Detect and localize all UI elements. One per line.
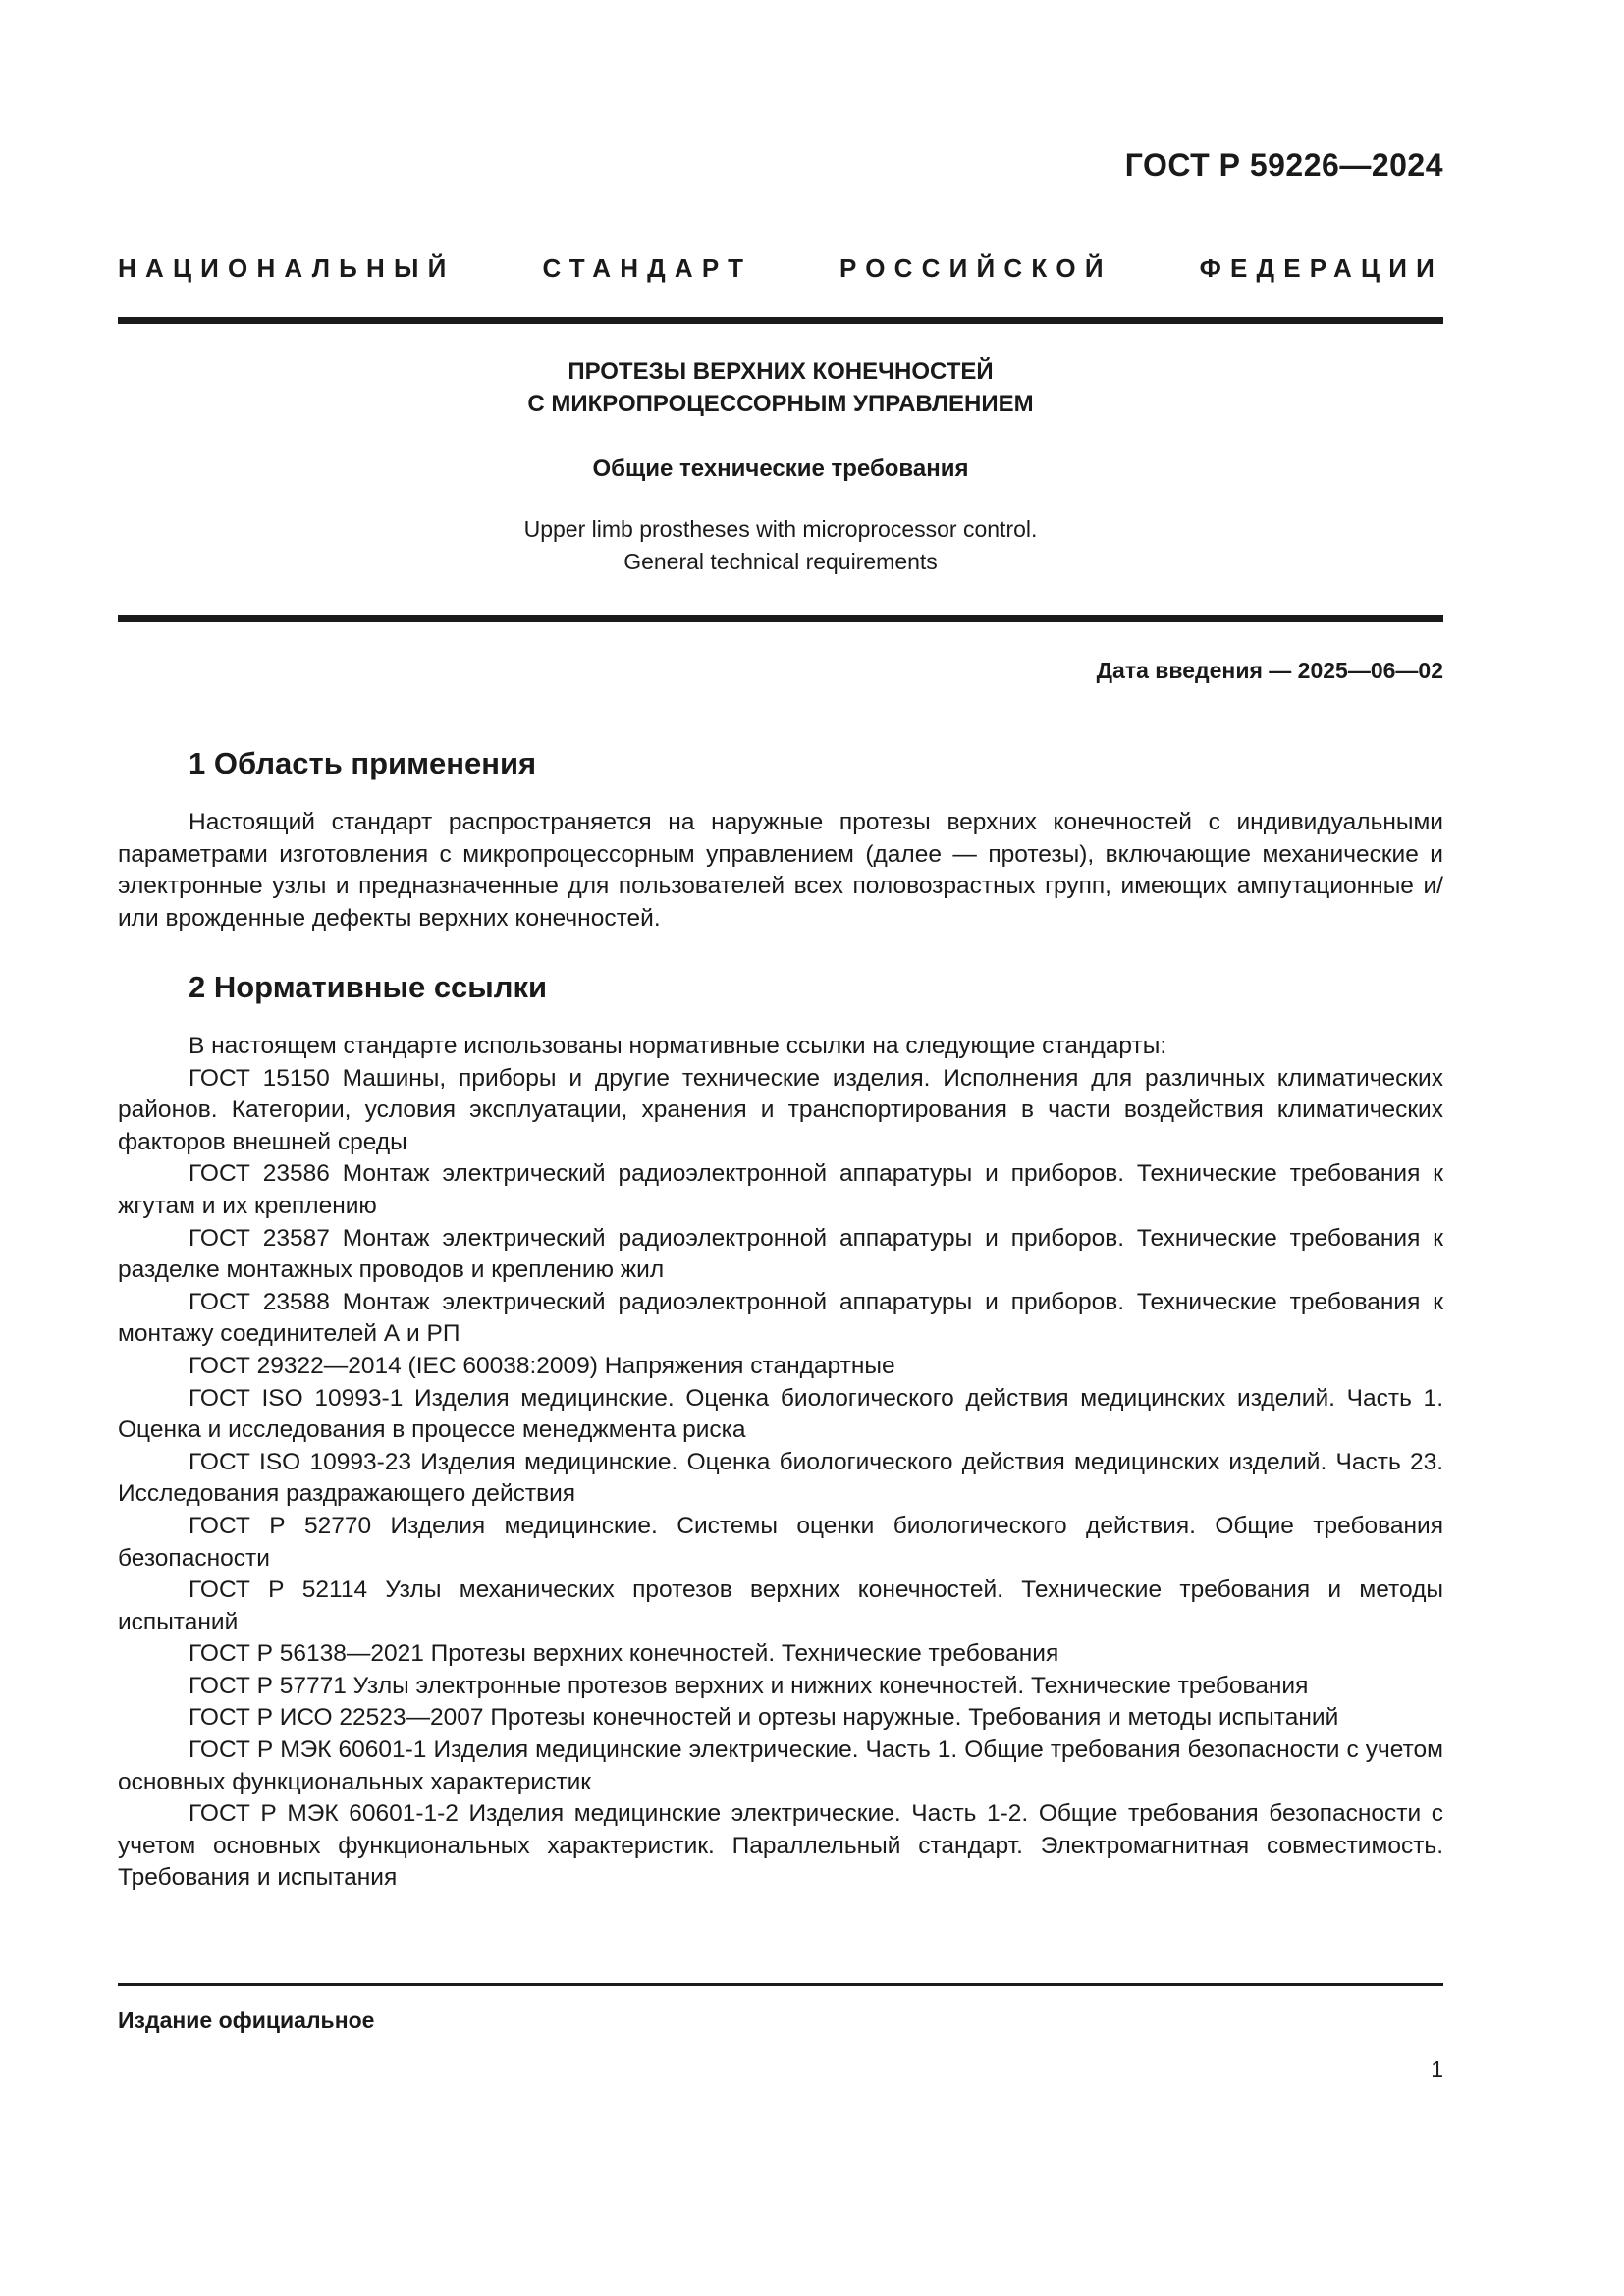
reference-item: ГОСТ 15150 Машины, приборы и другие технические изделия. Исполнения для различных климатических районов. Категории, условия эксплуатации, хранения и транспортирования в части воздействия климатических факторов внешней среды — [118, 1064, 1443, 1155]
reference-item: ГОСТ Р 52114 Узлы механических протезов верхних конечностей. Технические требования и методы испытаний — [118, 1576, 1443, 1635]
main-title-line-1: ПРОТЕЗЫ ВЕРХНИХ КОНЕЧНОСТЕЙ — [568, 358, 994, 385]
main-title — [118, 355, 1443, 420]
subtitle: Общие технические требования — [592, 455, 969, 482]
title-divider — [118, 615, 1443, 622]
reference-item: ГОСТ Р 56138—2021 Протезы верхних конечностей. Технические требования — [189, 1640, 1059, 1668]
section-2-heading: 2 Нормативные ссылки — [189, 970, 548, 1004]
page-number: 1 — [1431, 2056, 1443, 2082]
reference-item: ГОСТ ISO 10993-23 Изделия медицинские. Оценка биологического действия медицинских изделий. Часть 23. Исследования раздражающего действия — [118, 1448, 1443, 1508]
references-intro: В настоящем стандарте использованы нормативные ссылки на следующие стандарты: — [189, 1033, 1167, 1059]
section-1-heading: 1 Область применения — [189, 746, 537, 780]
reference-item: ГОСТ 29322—2014 (IEC 60038:2009) Напряжения стандартные — [189, 1352, 895, 1379]
reference-item: ГОСТ Р ИСО 22523—2007 Протезы конечностей и ортезы наружные. Требования и методы испытаний — [189, 1704, 1339, 1732]
section-2-body — [118, 1031, 1443, 1895]
english-title — [118, 513, 1443, 578]
section-1-body — [118, 807, 1443, 934]
footer-divider — [118, 1983, 1443, 1986]
reference-item: ГОСТ Р МЭК 60601-1 Изделия медицинские электрические. Часть 1. Общие требования безопасности с учетом основных функциональных характеристик — [118, 1736, 1443, 1795]
section-1-paragraph: Настоящий стандарт распространяется на наружные протезы верхних конечностей с индивидуальными параметрами изготовления с микропроцессорным управлением (далее — протезы), включающие механические и электронные узлы и предназначенные для пользователей всех половозрастных групп, имеющих ампутационные и/или врожденные дефекты верхних конечностей. — [118, 809, 1443, 932]
reference-item: ГОСТ Р 57771 Узлы электронные протезов верхних и нижних конечностей. Технические требования — [189, 1672, 1309, 1699]
main-title-line-2: С МИКРОПРОЦЕССОРНЫМ УПРАВЛЕНИЕМ — [527, 391, 1034, 417]
reference-item: ГОСТ 23586 Монтаж электрический радиоэлектронной аппаратуры и приборов. Технические требования к жгутам и их креплению — [118, 1160, 1443, 1219]
national-standard-title: НАЦИОНАЛЬНЫЙ СТАНДАРТ РОССИЙСКОЙ ФЕДЕРАЦИИ — [118, 253, 1443, 283]
english-title-line-2: General technical requirements — [623, 549, 938, 574]
document-page — [118, 0, 1443, 2296]
reference-item: ГОСТ 23588 Монтаж электрический радиоэлектронной аппаратуры и приборов. Технические требования к монтажу соединителей А и РП — [118, 1288, 1443, 1348]
edition-label: Издание официальное — [118, 2007, 375, 2033]
document-number: ГОСТ Р 59226—2024 — [1124, 147, 1443, 183]
reference-item: ГОСТ Р 52770 Изделия медицинские. Системы оценки биологического действия. Общие требования безопасности — [118, 1512, 1443, 1572]
english-title-line-1: Upper limb prostheses with microprocessor control. — [523, 516, 1038, 542]
top-divider — [118, 317, 1443, 324]
reference-item: ГОСТ 23587 Монтаж электрический радиоэлектронной аппаратуры и приборов. Технические требования к разделке монтажных проводов и креплению жил — [118, 1224, 1443, 1284]
introduction-date: Дата введения — 2025—06—02 — [1096, 658, 1443, 683]
reference-item: ГОСТ ISO 10993-1 Изделия медицинские. Оценка биологического действия медицинских изделий. Часть 1. Оценка и исследования в процессе менеджмента риска — [118, 1384, 1443, 1444]
reference-item: ГОСТ Р МЭК 60601-1-2 Изделия медицинские электрические. Часть 1-2. Общие требования безопасности с учетом основных функциональных характеристик. Параллельный стандарт. Электромагнитная совместимость. Требования и испытания — [118, 1800, 1443, 1892]
